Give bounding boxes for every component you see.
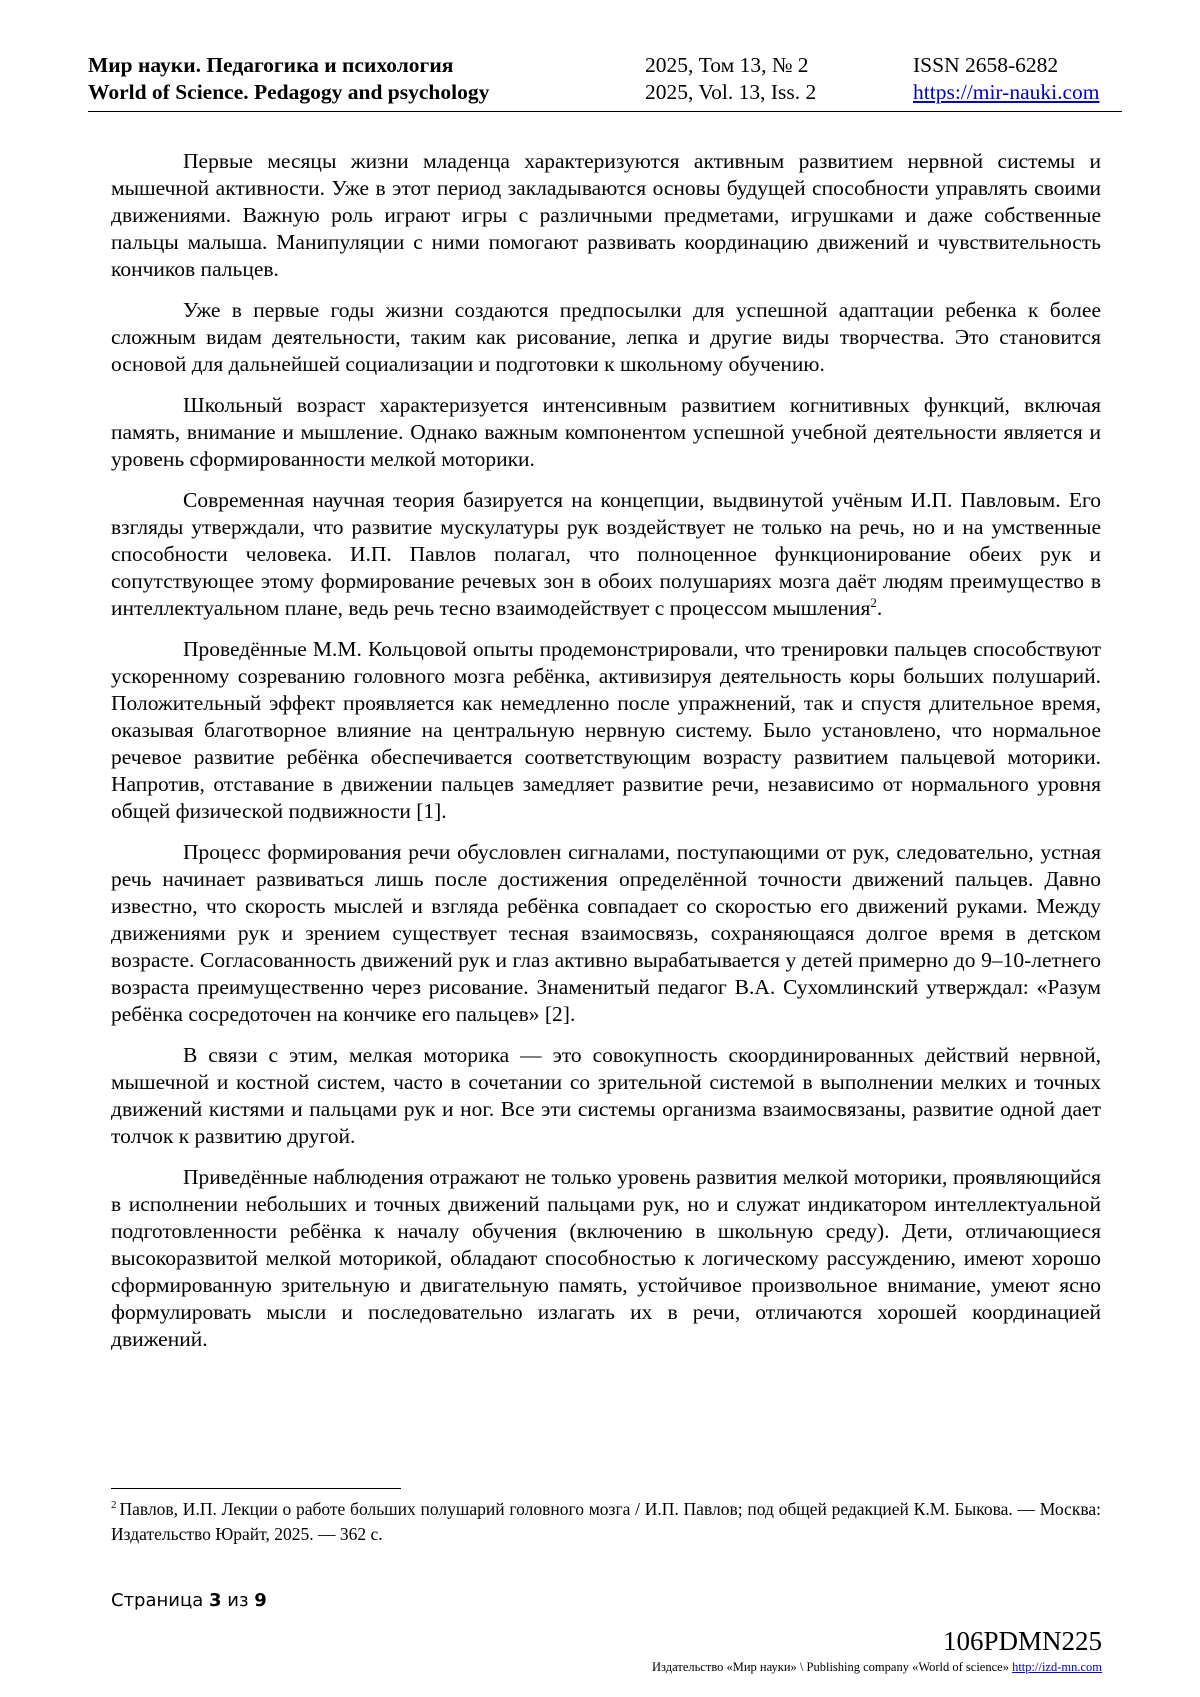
journal-title — [88, 52, 489, 106]
paragraph-3: Школьный возраст характеризуется интенсивным развитием когнитивных функций, включая память, внимание и мышление. Однако важным компонентом успешной учебной деятельности является и уровень сформированности мелкой моторики. — [111, 393, 1101, 471]
issue-info-ru: 2025, Том 13, № 2 — [645, 53, 809, 77]
page-header — [88, 52, 1122, 110]
footnote — [111, 1497, 1101, 1547]
page-current: 3 — [209, 1590, 222, 1611]
publisher-text: Издательство «Мир науки» \ Publishing company «World of science» — [652, 1660, 1009, 1674]
paragraph-4-end: . — [876, 596, 883, 620]
footnote-number: 2 — [111, 1499, 117, 1512]
issn-block — [913, 52, 1099, 106]
journal-title-ru: Мир науки. Педагогика и психология — [88, 53, 454, 77]
paragraph-8: Приведённые наблюдения отражают не только уровень развития мелкой моторики, проявляющийся в исполнении небольших и точных движений пальцами рук, но и служат индикатором интеллектуальной подготовленности ребёнка к началу обучения (включению в школьную среду). Дети, отличающиеся высокоразвитой мелкой моторикой, обладают способностью к логическому рассуждению, имеют хорошо сформированную зрительную и двигательную память, устойчивое произвольное внимание, умеют ясно формулировать мысли и последовательно излагать их в речи, отличаются хорошей координацией движений. — [111, 1165, 1101, 1351]
footnote-text: Павлов, И.П. Лекции о работе больших полушарий головного мозга / И.П. Павлов; под общей редакцией К.М. Быкова. — Москва: Издательство Юрайт, 2025. — 362 с. — [111, 1499, 1101, 1544]
paragraph-2: Уже в первые годы жизни создаются предпосылки для успешной адаптации ребенка к более сложным видам деятельности, таким как рисование, лепка и другие виды творчества. Это становится основой для дальнейшей социализации и подготовки к школьному обучению. — [111, 298, 1101, 376]
publisher-line — [652, 1659, 1102, 1675]
footnote-divider — [111, 1488, 401, 1489]
publisher-url-link[interactable]: http://izd-mn.com — [1012, 1660, 1102, 1674]
footnote-ref-2[interactable]: 2 — [870, 594, 877, 610]
article-code: 106PDMN225 — [942, 1626, 1102, 1656]
paragraph-5: Проведённые М.М. Кольцовой опыты продемонстрировали, что тренировки пальцев способствуют ускоренному созреванию головного мозга ребёнка, активизируя деятельность коры больших полушарий. Положительный эффект проявляется как немедленно после упражнений, так и спустя длительное время, оказывая благотворное влияние на центральную нервную систему. Было установлено, что нормальное речевое развитие ребёнка обеспечивается соответствующим возрасту развитием пальцевой моторики. Напротив, отставание в движении пальцев замедляет развитие речи, независимо от нормального уровня общей физической подвижности [1]. — [111, 637, 1101, 823]
paragraph-1: Первые месяцы жизни младенца характеризуются активным развитием нервной системы и мышечной активности. Уже в этот период закладываются основы будущей способности управлять своими движениями. Важную роль играют игры с различными предметами, игрушками и даже собственные пальцы малыша. Манипуляции с ними помогают развивать координацию движений и чувствительность кончиков пальцев. — [111, 149, 1101, 281]
page-counter-prefix: Страница — [111, 1590, 204, 1611]
issue-info-en: 2025, Vol. 13, Iss. 2 — [645, 80, 817, 104]
page-counter — [111, 1589, 267, 1613]
header-divider — [88, 111, 1122, 112]
page-total: 9 — [254, 1590, 267, 1611]
journal-url-link[interactable]: https://mir-nauki.com — [913, 80, 1100, 104]
journal-title-en: World of Science. Pedagogy and psychology — [88, 80, 490, 104]
paragraph-7: В связи с этим, мелкая моторика — это совокупность скоординированных действий нервной, мышечной и костной систем, часто в сочетании со зрительной системой в выполнении мелких и точных движений кистями и пальцами рук и ног. Все эти системы организма взаимосвязаны, развитие одной дает толчок к развитию другой. — [111, 1043, 1101, 1148]
page-counter-of: из — [227, 1590, 249, 1611]
issn-number: ISSN 2658-6282 — [913, 53, 1059, 77]
paragraph-6: Процесс формирования речи обусловлен сигналами, поступающими от рук, следовательно, устная речь начинает развиваться лишь после достижения определённой точности движений пальцев. Давно известно, что скорость мыслей и взгляда ребёнка совпадает со скоростью его движений руками. Между движениями рук и зрением существует тесная взаимосвязь, сохраняющаяся долгое время в детском возрасте. Согласованность движений рук и глаз активно вырабатывается у детей примерно до 9–10-летнего возраста преимущественно через рисование. Знаменитый педагог В.А. Сухомлинский утверждал: «Разум ребёнка сосредоточен на кончике его пальцев» [2]. — [111, 840, 1101, 1026]
article-body — [111, 148, 1101, 1367]
paragraph-4 — [111, 487, 1101, 622]
paragraph-4-text: Современная научная теория базируется на концепции, выдвинутой учёным И.П. Павловым. Его взгляды утверждали, что развитие мускулатуры рук воздействует не только на речь, но и на умственные способности человека. И.П. Павлов полагал, что полноценное функционирование обеих рук и сопутствующее этому формирование речевых зон в обоих полушариях мозга даёт людям преимущество в интеллектуальном плане, ведь речь тесно взаимодействует с процессом мышления — [111, 488, 1101, 620]
issue-info — [645, 52, 816, 106]
